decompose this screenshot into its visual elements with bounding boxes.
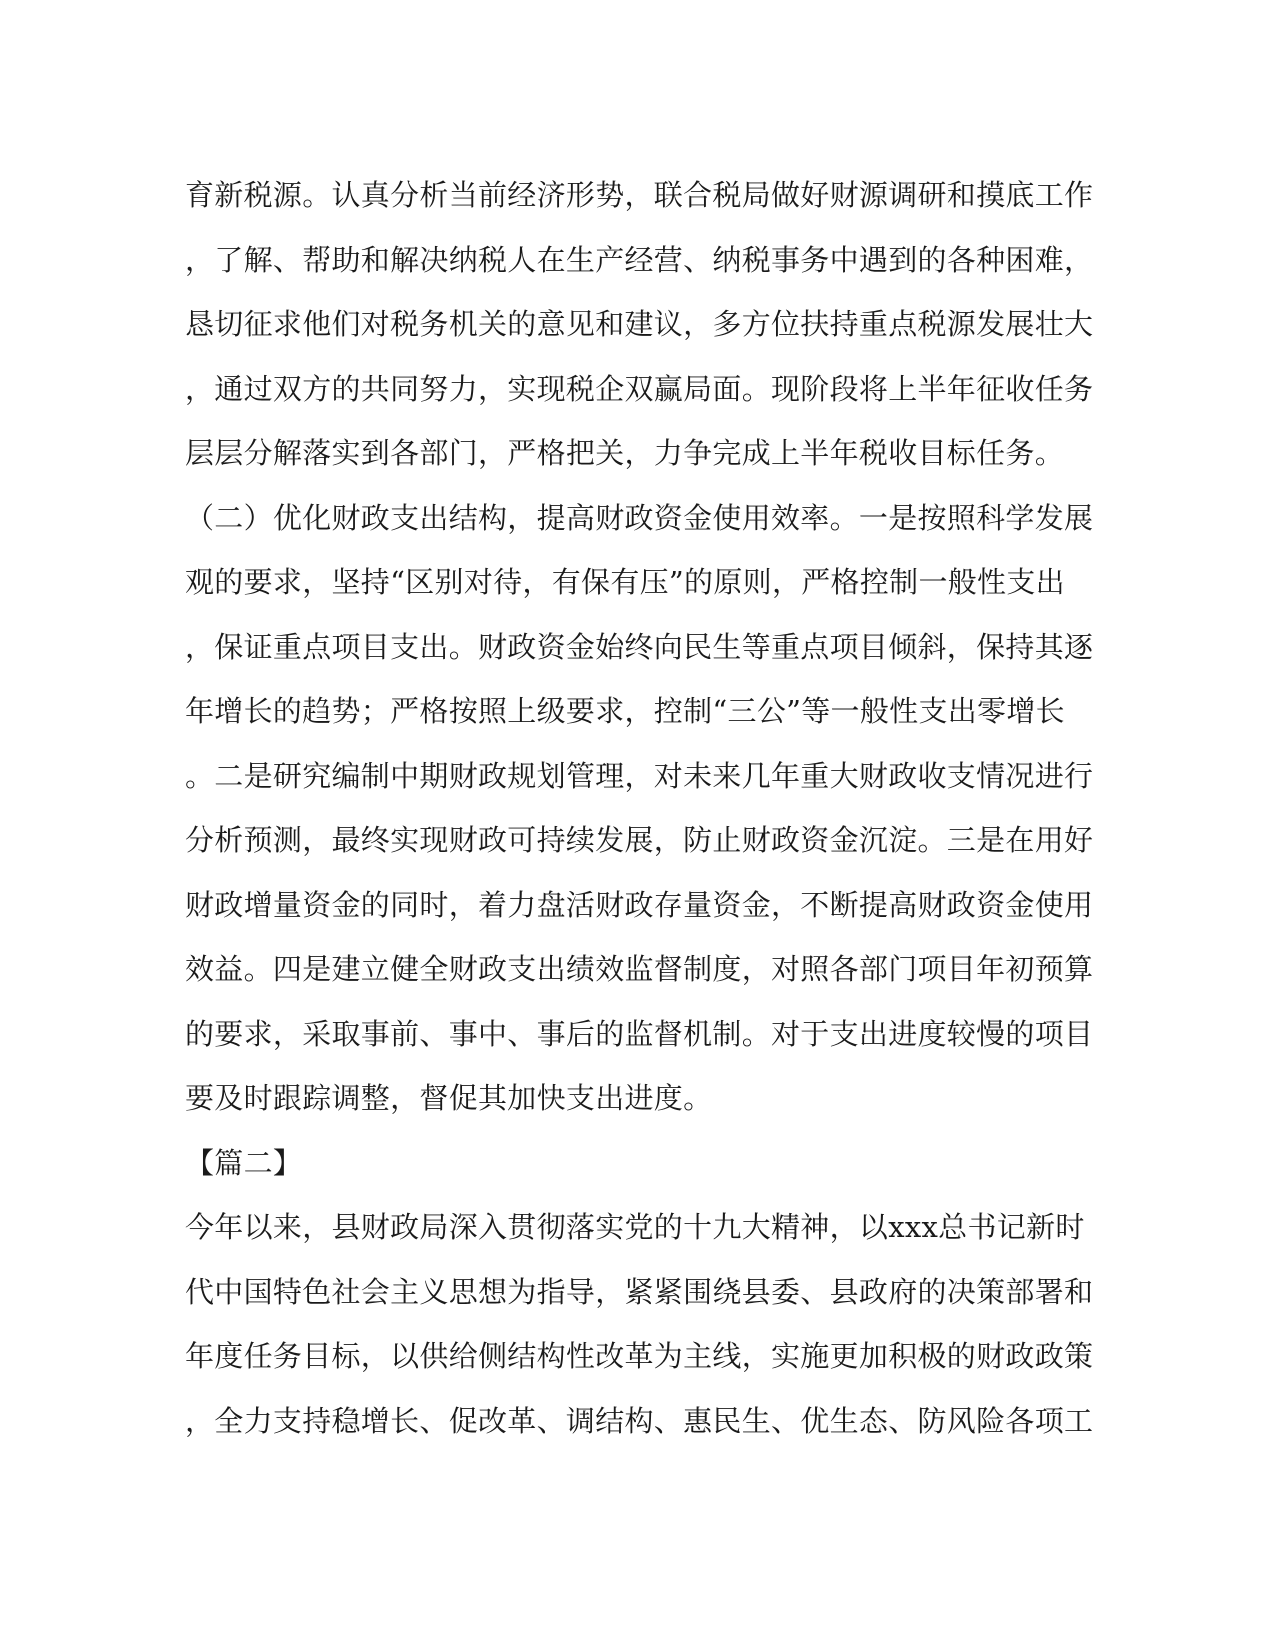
text-line: 层层分解落实到各部门，严格把关，力争完成上半年税收目标任务。	[185, 436, 1065, 470]
text-line: 年增长的趋势；严格按照上级要求，控制“三公”等一般性支出零增长	[185, 694, 1065, 728]
text-line: ，保证重点项目支出。财政资金始终向民生等重点项目倾斜，保持其逐	[185, 629, 1094, 664]
text-line: 要及时跟踪调整，督促其加快支出进度。	[185, 1081, 713, 1115]
text-line: 。二是研究编制中期财政规划管理，对未来几年重大财政收支情况进行	[185, 758, 1094, 793]
body-text	[185, 163, 1094, 1453]
text-line: 今年以来，县财政局深入贯彻落实党的十九大精神，以xxx总书记新时	[185, 1210, 1085, 1244]
text-line: 财政增量资金的同时，着力盘活财政存量资金，不断提高财政资金使用	[185, 887, 1094, 922]
chapter-heading: 【篇二】	[185, 1145, 303, 1180]
text-line: 代中国特色社会主义思想为指导，紧紧围绕县委、县政府的决策部署和	[185, 1274, 1094, 1309]
section-heading-line: （二）优化财政支出结构，提高财政资金使用效率。一是按照科学发展	[185, 500, 1094, 535]
text-line: 恳切征求他们对税务机关的意见和建议，多方位扶持重点税源发展壮大	[185, 307, 1094, 341]
text-line: 观的要求，坚持“区别对待，有保有压”的原则，严格控制一般性支出	[185, 565, 1065, 599]
text-line: 年度任务目标，以供给侧结构性改革为主线，实施更加积极的财政政策	[185, 1339, 1094, 1373]
text-line: 的要求，采取事前、事中、事后的监督机制。对于支出进度较慢的项目	[185, 1016, 1094, 1051]
text-line: ，通过双方的共同努力，实现税企双赢局面。现阶段将上半年征收任务	[185, 371, 1094, 406]
text-line: 效益。四是建立健全财政支出绩效监督制度，对照各部门项目年初预算	[185, 952, 1094, 986]
text-line: 分析预测，最终实现财政可持续发展，防止财政资金沉淀。三是在用好	[185, 823, 1094, 857]
text-line: ，全力支持稳增长、促改革、调结构、惠民生、优生态、防风险各项工	[185, 1403, 1094, 1438]
text-line: 育新税源。认真分析当前经济形势，联合税局做好财源调研和摸底工作	[185, 178, 1094, 212]
text-line: ，了解、帮助和解决纳税人在生产经营、纳税事务中遇到的各种困难，	[185, 242, 1094, 277]
